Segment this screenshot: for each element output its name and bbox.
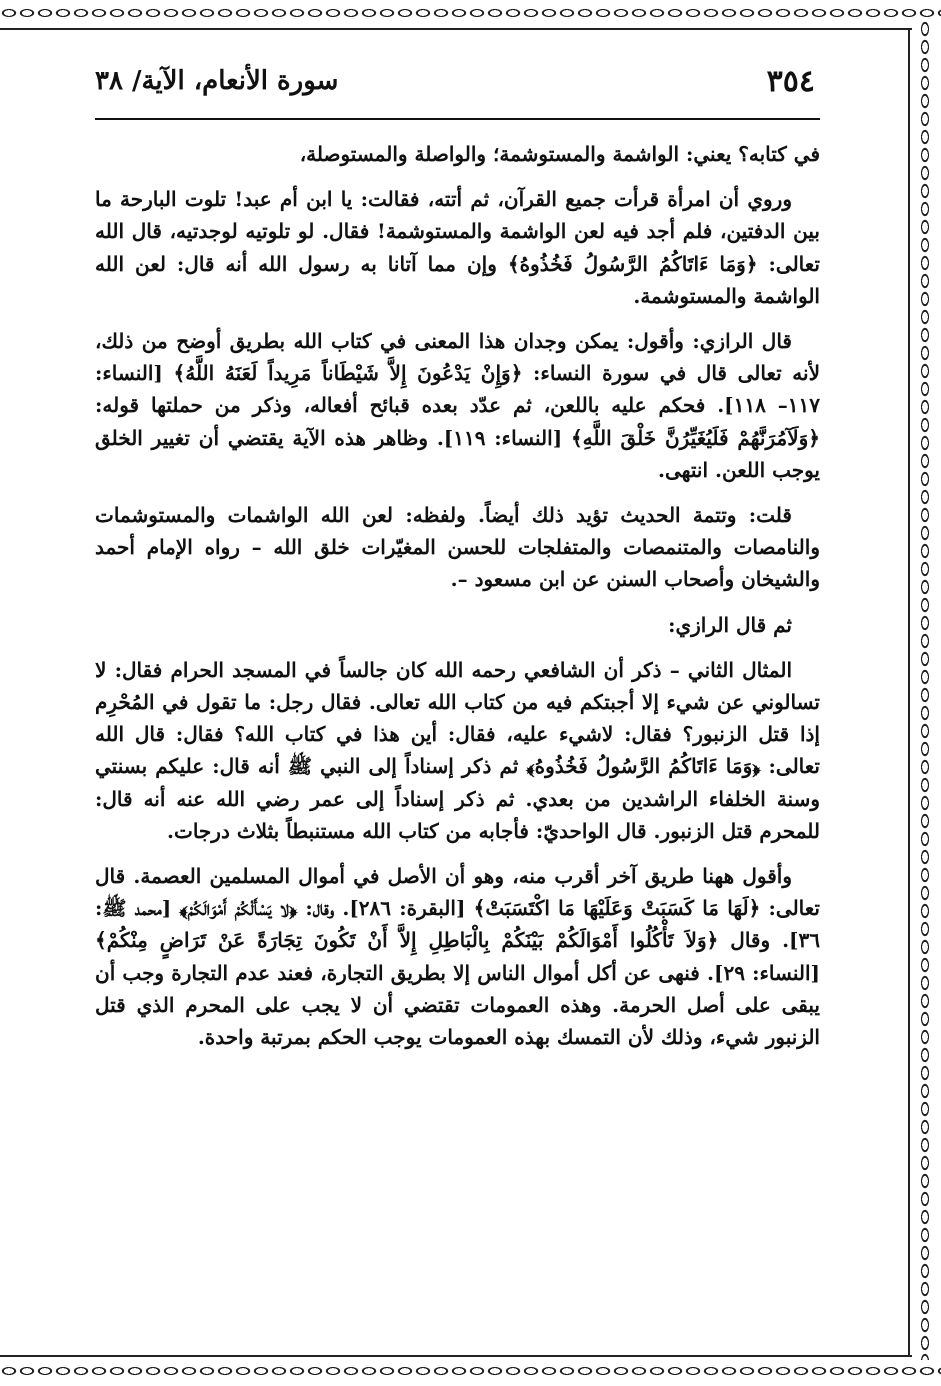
decorative-chain-border-bottom [0,1358,941,1384]
decorative-chain-border-top [0,0,941,26]
page-number: ٣٥٤ [766,64,815,99]
paragraph: قال الرازي: وأقول: يمكن وجدان هذا المعنى في كتاب الله بطريق أوضح من ذلك، لأنه تعالى قال في سورة النساء: ﴿وَإِنْ يَدْعُونَ إِلاَّ شَيْطَاناً مَرِيداً لَعَنَهُ اللَّهُ﴾ [النساء: ١١٧– ١١٨]. فحكم عليه باللعن، ثم عدّد بعده قبائح أفعاله، وذكر من حملتها قوله: ﴿وَلَآمُرَنَّهُمْ فَلَيُغَيِّرُنَّ خَلْقَ اللَّهِ﴾ [النساء: ١١٩]. وظاهر هذه الآية يقتضي أن تغيير الخلق يوجب اللعن. انتهى. [95,329,821,482]
header-rule [95,118,820,120]
paragraph: قلت: وتتمة الحديث تؤيد ذلك أيضاً. ولفظه: لعن الله الواشمات والمستوشمات والنامصات والمتنمصات والمتفلجات للحسن المغيّرات خلق الله – رواه الإمام أحمد والشيخان وأصحاب السنن عن ابن مسعود –. [95,503,820,592]
body-text [95,138,820,1066]
decorative-chain-border-right [912,20,938,1360]
frame-line-right [908,28,910,1357]
paragraph: ثم قال الرازي: [668,612,792,637]
paragraph: وأقول ههنا طريق آخر أقرب منه، وهو أن الأصل في أموال المسلمين العصمة. قال تعالى: ﴿لَهَا مَا كَسَبَتْ وَعَلَيْهَا مَا اكْتَسَبَتْ﴾ [البقرة: ٢٨٦]. وقال: ﴿لا يَسْأَلْكُمْ أَمْوَالَكُمْ﴾ [محمد ﷺ: ٣٦]. وقال ﴿وَلاَ تَأْكُلُوا أَمْوَالَكُمْ بَيْنَكُمْ بِالْبَاطِلِ إِلاَّ أَنْ تَكُونَ تِجَارَةً عَنْ تَرَاضٍ مِنْكُمْ﴾ [النساء: ٢٩]. فنهى عن أكل أموال الناس إلا بطريق التجارة، فعند عدم التجارة وجب أن يبقى على أصل الحرمة. وهذه العمومات تقتضي أن لا يجب على المحرم الذي قتل الزنبور شيء، وذلك لأن التمسك بهذه العمومات يوجب الحكم بمرتبة واحدة. [95,864,820,1050]
running-title: سورة الأنعام، الآية/ ٣٨ [95,66,339,96]
frame-line-bottom [0,1355,912,1357]
paragraph: وروي أن امرأة قرأت جميع القرآن، ثم أتته، فقالت: يا ابن أم عبد! تلوت البارحة ما بين الدفتين، فلم أجد فيه لعن الواشمة والمستوشمة! فقال. لو تلوتيه لوجدتيه، قال الله تعالى: ﴿وَمَا ءَاتَاكُمُ الرَّسُولُ فَخُذُوهُ﴾ وإن مما آتانا به رسول الله أنه قال: لعن الله الواشمة والمستوشمة. [95,187,820,308]
paragraph: في كتابه؟ يعني: الواشمة والمستوشمة؛ والواصلة والمستوصلة، [299,142,820,166]
page-header [95,60,815,110]
paragraph: المثال الثاني – ذكر أن الشافعي رحمه الله كان جالساً في المسجد الحرام فقال: لا تسالوني عن شيء إلا أجبتكم فيه من كتاب الله تعالى. فقال رجل: ما تقول في المُحْرِم إذا قتل الزنبور؟ فقال: لاشيء عليه، فقال: أين هذا في كتاب الله؟ فقال: قال الله تعالى: ﴿وَمَا ءَاتَاكُمُ الرَّسُولُ فَخُذُوهُ﴾ ثم ذكر إسناداً إلى النبي ﷺ أنه قال: عليكم بسنتي وسنة الخلفاء الراشدين من بعدي. ثم ذكر إسناداً إلى عمر رضي الله عنه أنه قال: للمحرم قتل الزنبور. قال الواحديّ: فأجابه من كتاب الله مستنبطاً بثلاث درجات. [95,657,821,843]
frame-line-top [0,28,912,30]
